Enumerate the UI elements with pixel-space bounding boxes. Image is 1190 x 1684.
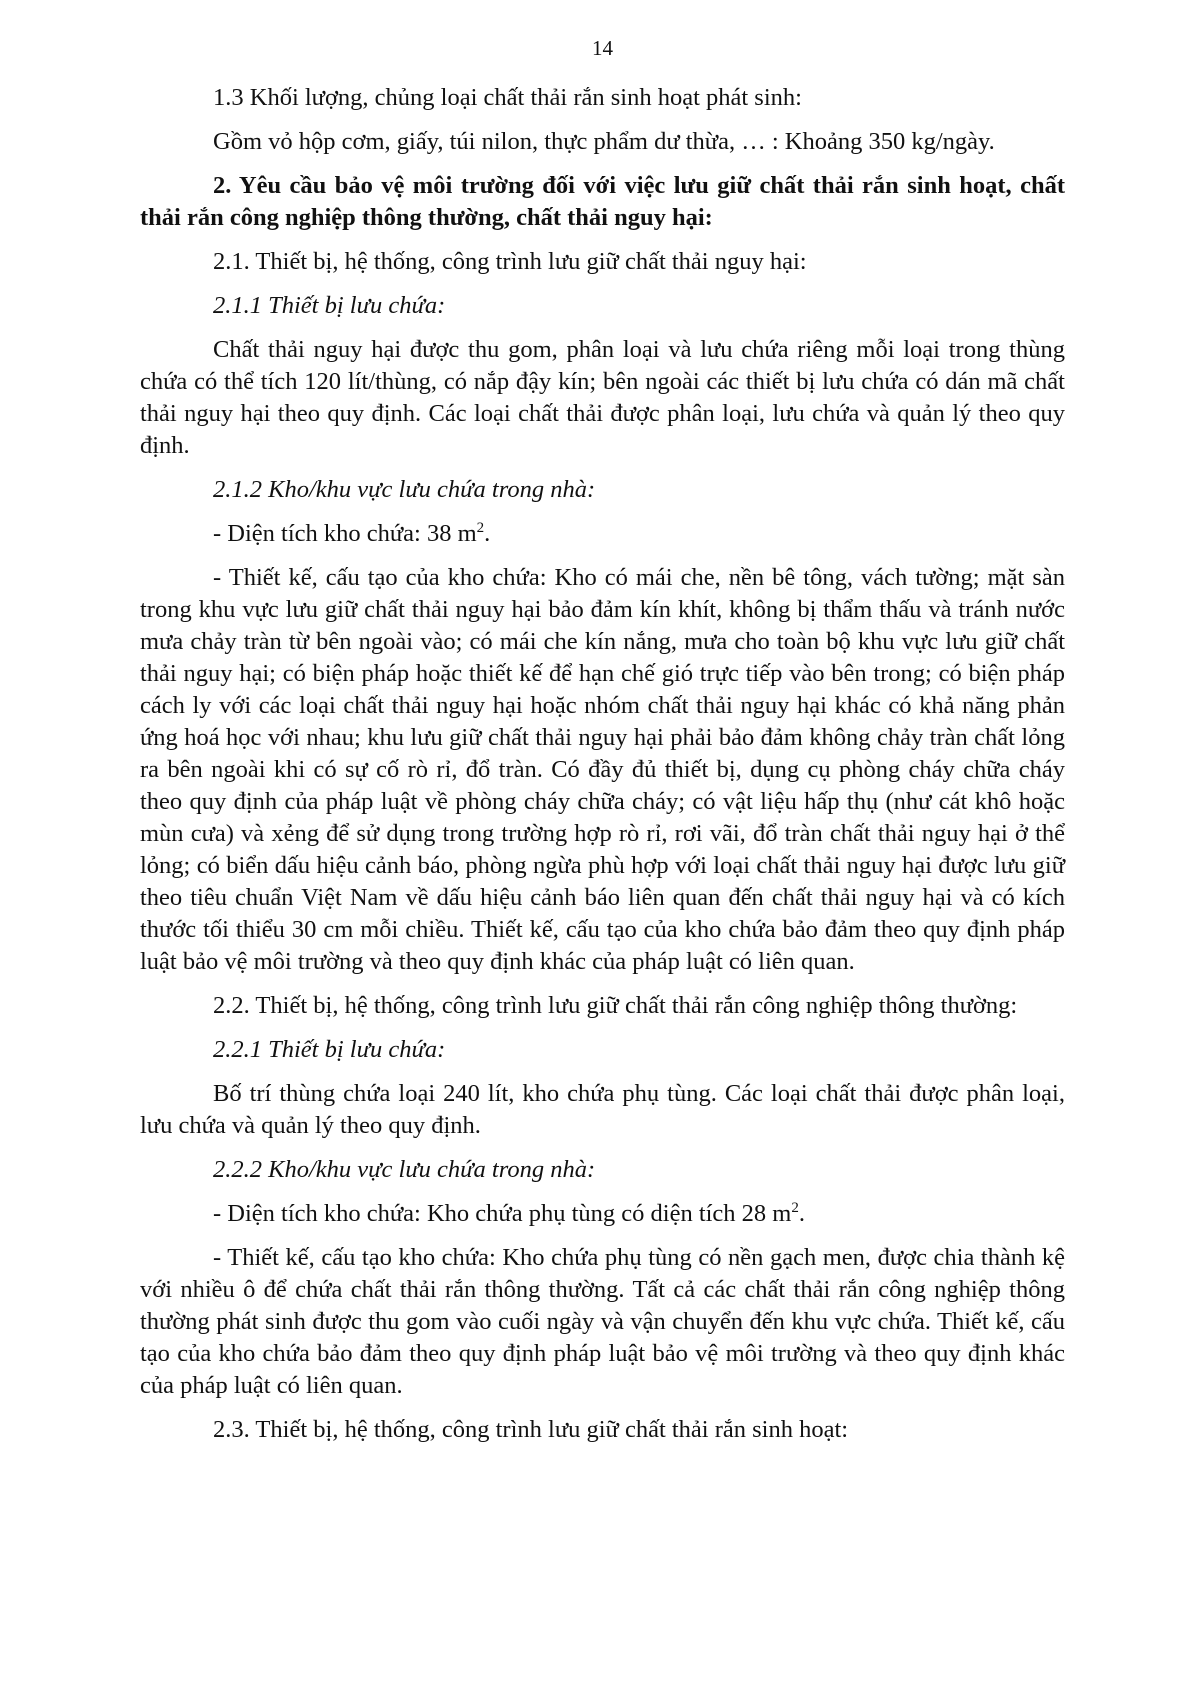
hazardous-storage-area-line xyxy=(140,518,1065,550)
area-superscript-1: 2 xyxy=(476,519,485,536)
section-2-1-1-heading: 2.1.1 Thiết bị lưu chứa: xyxy=(213,292,446,319)
section-1-3-heading: 1.3 Khối lượng, chủng loại chất thải rắn sinh hoạt phát sinh: xyxy=(213,84,802,111)
section-2-2-1-heading: 2.2.1 Thiết bị lưu chứa: xyxy=(213,1036,446,1063)
industrial-storage-area-text: - Diện tích kho chứa: Kho chứa phụ tùng có diện tích 28 m xyxy=(213,1200,792,1227)
section-2-2-heading: 2.2. Thiết bị, hệ thống, công trình lưu giữ chất thải rắn công nghiệp thông thường: xyxy=(213,992,1018,1019)
solid-waste-volume-text: Gồm vỏ hộp cơm, giấy, túi nilon, thực phẩm dư thừa, … : Khoảng 350 kg/ngày. xyxy=(213,128,995,155)
section-2-1-heading: 2.1. Thiết bị, hệ thống, công trình lưu giữ chất thải nguy hại: xyxy=(213,248,807,275)
section-2-1-2-heading: 2.1.2 Kho/khu vực lưu chứa trong nhà: xyxy=(213,476,596,503)
industrial-storage-equipment-text: Bố trí thùng chứa loại 240 lít, kho chứa phụ tùng. Các loại chất thải được phân loại, lưu chứa và quản lý theo quy định. xyxy=(140,1080,1065,1139)
hazardous-storage-design-text: - Thiết kế, cấu tạo của kho chứa: Kho có mái che, nền bê tông, vách tường; mặt sàn trong khu vực lưu giữ chất thải nguy hại bảo đảm kín khít, không bị thẩm thấu và tránh nước mưa chảy tràn từ bên ngoài vào; có mái che kín nắng, mưa cho toàn bộ khu vực lưu giữ chất thải nguy hại; có biện pháp hoặc thiết kế để hạn chế gió trực tiếp vào bên trong; có biện pháp cách ly với các loại chất thải nguy hại hoặc nhóm chất thải nguy hại khác có khả năng phản ứng hoá học với nhau; khu lưu giữ chất thải nguy hại phải bảo đảm không chảy tràn chất lỏng ra bên ngoài khi có sự cố rò rỉ, đổ tràn. Có đầy đủ thiết bị, dụng cụ phòng cháy chữa cháy theo quy định của pháp luật về phòng cháy chữa cháy; có vật liệu hấp thụ (như cát khô hoặc mùn cưa) và xẻng để sử dụng trong trường hợp rò rỉ, rơi vãi, đổ tràn chất thải nguy hại ở thể lỏng; có biển dấu hiệu cảnh báo, phòng ngừa phù hợp với loại chất thải nguy hại được lưu giữ theo tiêu chuẩn Việt Nam về dấu hiệu cảnh báo liên quan đến chất thải nguy hại và có kích thước tối thiểu 30 cm mỗi chiều. Thiết kế, cấu tạo của kho chứa bảo đảm theo quy định pháp luật bảo vệ môi trường và theo quy định khác của pháp luật có liên quan. xyxy=(140,564,1065,975)
document-page xyxy=(140,32,1065,1458)
industrial-storage-area-line xyxy=(140,1198,1065,1230)
hazardous-storage-equipment-text: Chất thải nguy hại được thu gom, phân loại và lưu chứa riêng mỗi loại trong thùng chứa có thể tích 120 lít/thùng, có nắp đậy kín; bên ngoài các thiết bị lưu chứa có dán mã chất thải nguy hại theo quy định. Các loại chất thải được phân loại, lưu chứa và quản lý theo quy định. xyxy=(140,336,1065,459)
period-1: . xyxy=(484,520,491,547)
area-superscript-2: 2 xyxy=(791,1199,799,1216)
section-2-3-heading: 2.3. Thiết bị, hệ thống, công trình lưu giữ chất thải rắn sinh hoạt: xyxy=(213,1416,849,1443)
hazardous-storage-area-text: - Diện tích kho chứa: 38 m xyxy=(213,520,477,547)
section-2-heading: 2. Yêu cầu bảo vệ môi trường đối với việc lưu giữ chất thải rắn sinh hoạt, chất thải rắn công nghiệp thông thường, chất thải nguy hại: xyxy=(140,172,1065,231)
industrial-storage-design-text: - Thiết kế, cấu tạo kho chứa: Kho chứa phụ tùng có nền gạch men, được chia thành kệ với nhiều ô để chứa chất thải rắn thông thường. Tất cả các chất thải rắn công nghiệp thông thường phát sinh được thu gom vào cuối ngày và vận chuyển đến khu vực chứa. Thiết kế, cấu tạo của kho chứa bảo đảm theo quy định pháp luật bảo vệ môi trường và theo quy định khác của pháp luật có liên quan. xyxy=(140,1244,1065,1399)
page-number: 14 xyxy=(592,36,613,60)
period-2: . xyxy=(798,1200,805,1227)
section-2-2-2-heading: 2.2.2 Kho/khu vực lưu chứa trong nhà: xyxy=(213,1156,596,1183)
